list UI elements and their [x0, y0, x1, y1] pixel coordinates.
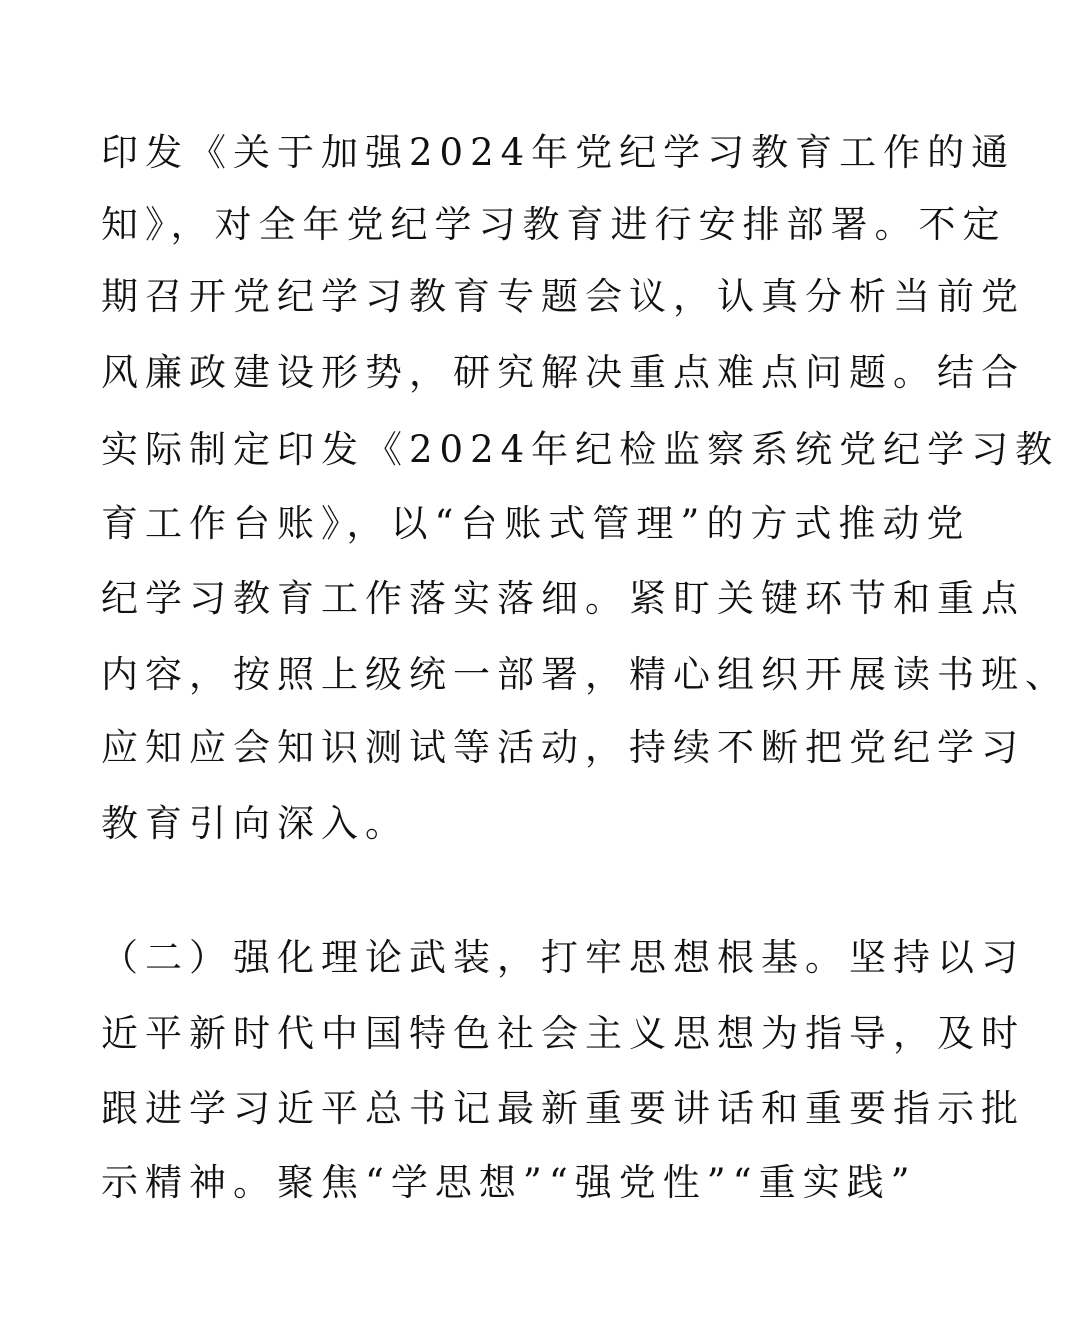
- text-line: 印发《关于加强2024年党纪学习教育工作的通: [101, 131, 1016, 174]
- text-line: 期召开党纪学习教育专题会议，认真分析当前党: [101, 275, 1025, 318]
- text-line: 风廉政建设形势，研究解决重点难点问题。结合: [101, 351, 1025, 394]
- text-line: 育工作台账》，以“台账式管理”的方式推动党: [101, 502, 971, 545]
- text-line: 实际制定印发《2024年纪检监察系统党纪学习教: [101, 428, 1060, 471]
- text-line: 应知应会知识测试等活动，持续不断把党纪学习: [101, 726, 1025, 769]
- text-line: 内容，按照上级统一部署，精心组织开展读书班、: [101, 653, 1069, 696]
- text-line: （二）强化理论武装，打牢思想根基。坚持以习: [101, 936, 1025, 979]
- text-line: 示精神。聚焦“学思想”“强党性”“重实践”: [101, 1161, 917, 1204]
- text-line: 纪学习教育工作落实落细。紧盯关键环节和重点: [101, 577, 1025, 620]
- text-line: 知》，对全年党纪学习教育进行安排部署。不定: [101, 203, 1007, 246]
- text-line: 近平新时代中国特色社会主义思想为指导，及时: [101, 1012, 1025, 1055]
- text-line: 跟进学习近平总书记最新重要讲话和重要指示批: [101, 1087, 1025, 1130]
- text-line: 教育引向深入。: [101, 802, 409, 845]
